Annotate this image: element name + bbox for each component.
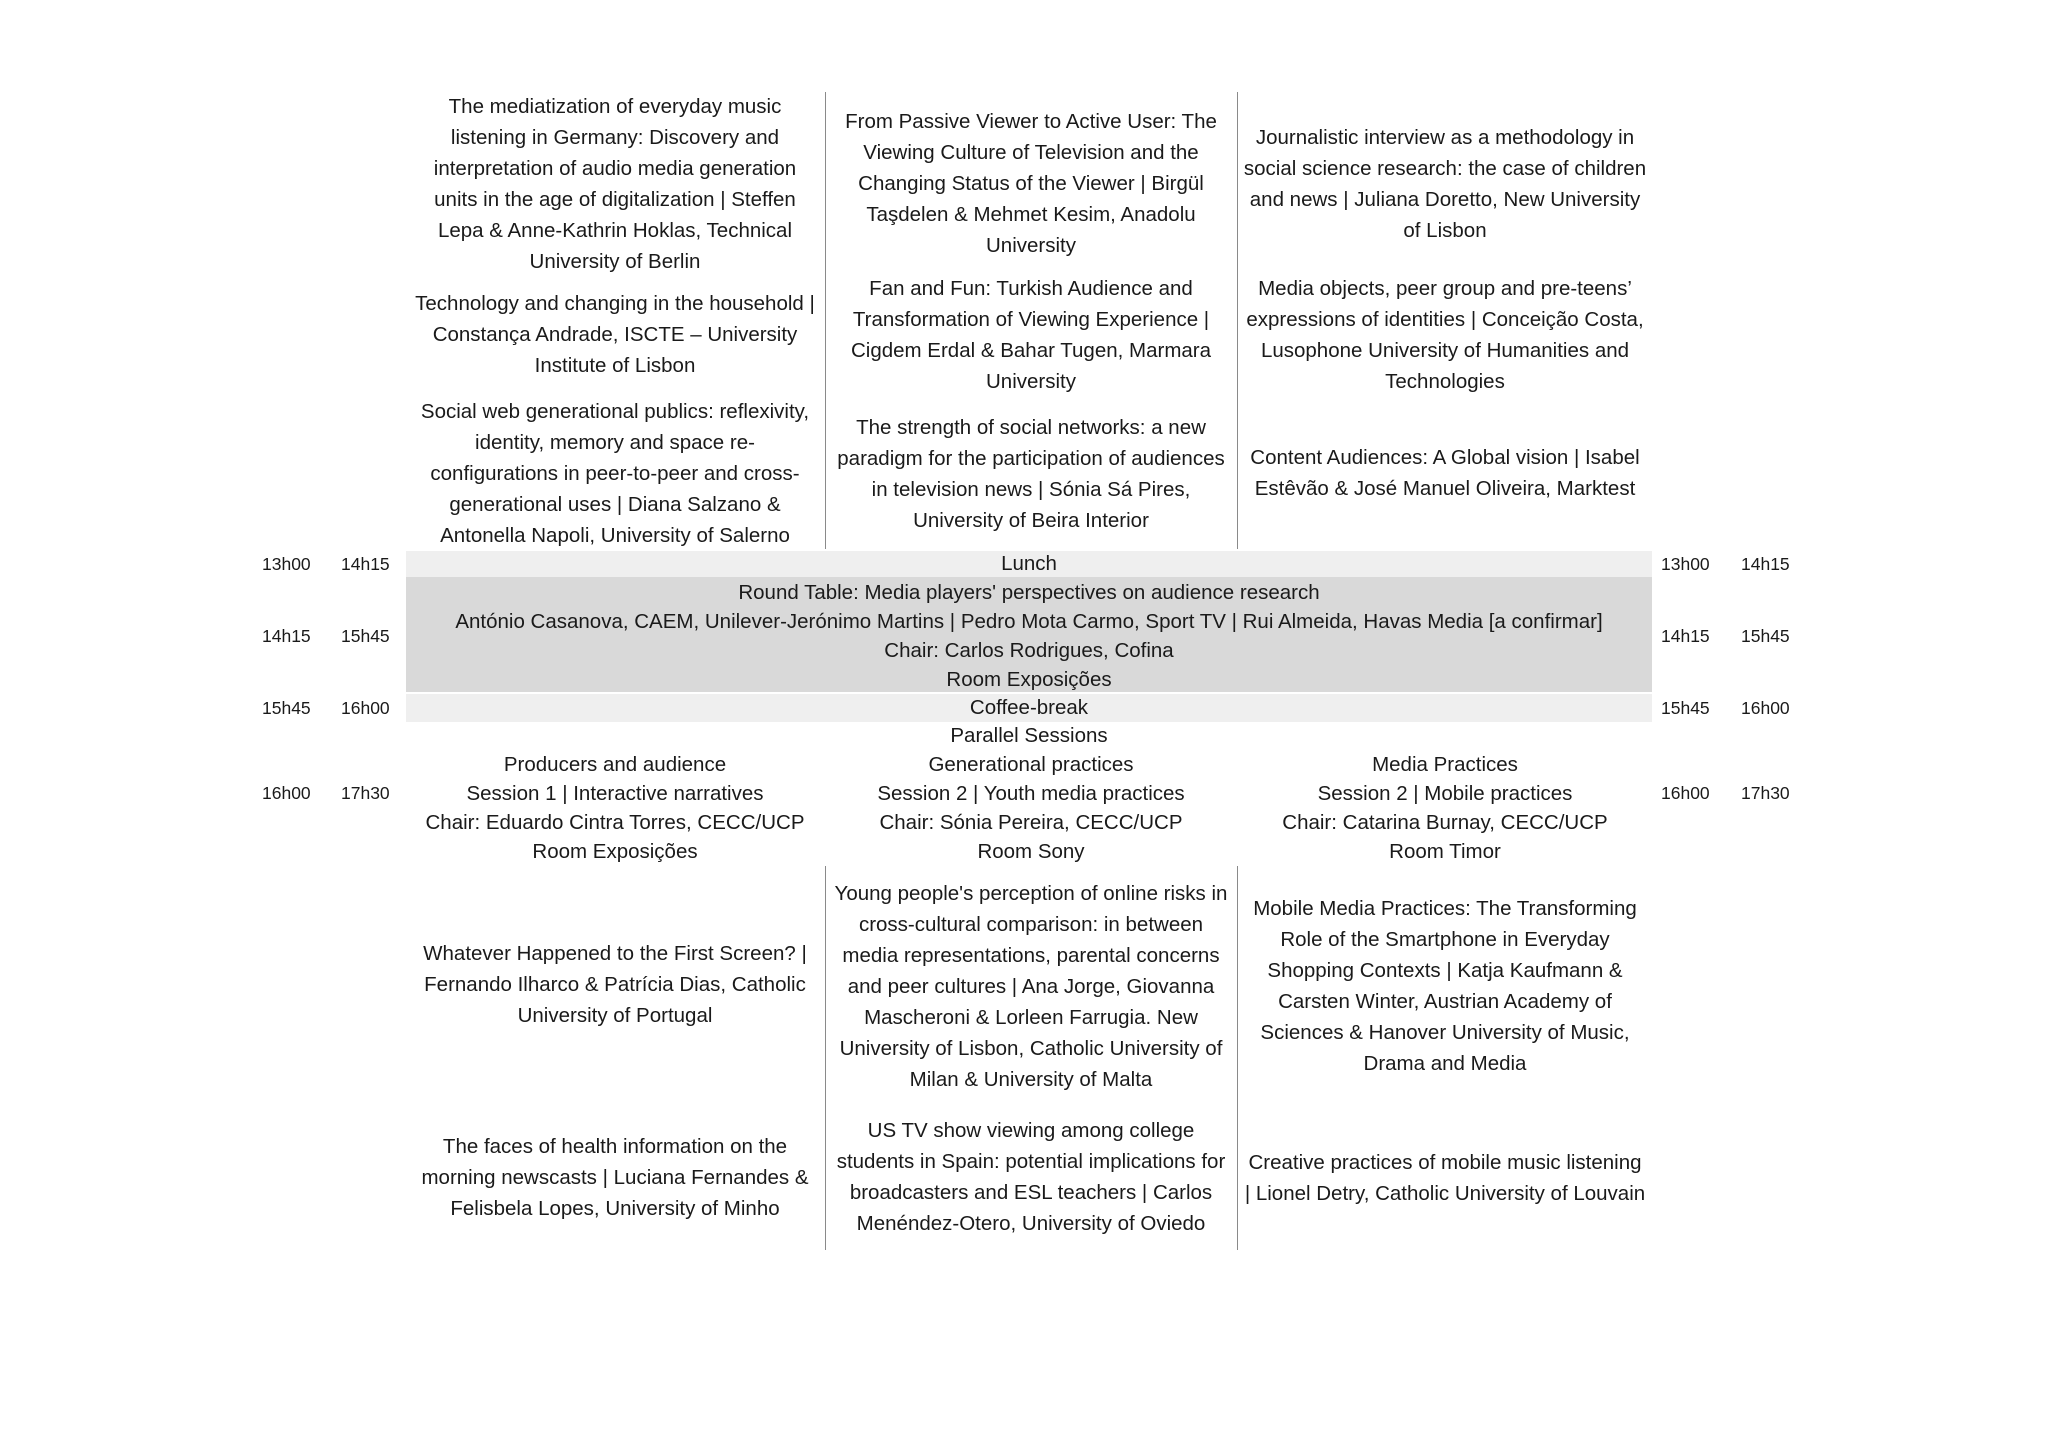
session-room: Room Exposições (532, 840, 698, 863)
session-room: Room Sony (977, 840, 1085, 863)
column-divider-lower-2 (1237, 866, 1238, 1250)
coffee-start-right: 15h45 (1661, 698, 1710, 718)
session-chair: Chair: Eduardo Cintra Torres, CECC/UCP (425, 811, 805, 834)
lunch-end-left: 14h15 (341, 554, 390, 574)
paper-upper-col1-1: The mediatization of everyday music listening in Germany: Discovery and interpretation of audio media generation units in the age of digitalization | Steffen Lepa & Anne-Kathrin Hoklas, Technical University of Berlin (433, 95, 797, 273)
parallel-sessions-label: Parallel Sessions (950, 724, 1108, 747)
round-table-title: Round Table: Media players' perspectives on audience research (738, 581, 1320, 604)
paper-lower-col1-1: Whatever Happened to the First Screen? | Fernando Ilharco & Patrícia Dias, Catholic University of Portugal (423, 942, 807, 1027)
session-title: Session 2 | Mobile practices (1317, 782, 1573, 805)
paper-upper-col2-3: The strength of social networks: a new paradigm for the participation of audiences in television news | Sónia Sá Pires, University of Beira Interior (837, 416, 1225, 532)
column-divider-lower-1 (825, 866, 826, 1250)
round-table-start-right: 14h15 (1661, 626, 1710, 646)
parallel-end-right: 17h30 (1741, 783, 1790, 803)
parallel-end-left: 17h30 (341, 783, 390, 803)
column-divider-upper-1 (825, 92, 826, 549)
session-track: Generational practices (928, 753, 1134, 776)
session-chair: Chair: Catarina Burnay, CECC/UCP (1282, 811, 1608, 834)
session-header-2 (829, 750, 1233, 866)
column-divider-upper-2 (1237, 92, 1238, 549)
round-table-room: Room Exposições (946, 668, 1112, 691)
coffee-end-right: 16h00 (1741, 698, 1790, 718)
paper-lower-col3-1: Mobile Media Practices: The Transforming Role of the Smartphone in Everyday Shopping Contexts | Katja Kaufmann & Carsten Winter, Austrian Academy of Sciences & Hanover University of Music, Drama and Media (1253, 897, 1637, 1075)
coffee-label: Coffee-break (969, 696, 1089, 719)
session-header-1 (410, 750, 820, 866)
paper-upper-col3-3: Content Audiences: A Global vision | Isabel Estêvão & José Manuel Oliveira, Marktest (1250, 446, 1640, 500)
paper-upper-col2-1: From Passive Viewer to Active User: The Viewing Culture of Television and the Changing Status of the Viewer | Birgül Taşdelen & Mehmet Kesim, Anadolu University (845, 110, 1217, 257)
paper-upper-col1-3: Social web generational publics: reflexivity, identity, memory and space re-configurations in peer-to-peer and cross-generational uses | Diana Salzano & Antonella Napoli, University of Salerno (420, 400, 810, 547)
parallel-start-right: 16h00 (1661, 783, 1710, 803)
parallel-start-left: 16h00 (262, 783, 311, 803)
round-table-chair: Chair: Carlos Rodrigues, Cofina (884, 639, 1174, 662)
lunch-label: Lunch (1001, 552, 1057, 575)
round-table-end-right: 15h45 (1741, 626, 1790, 646)
session-room: Room Timor (1389, 840, 1501, 863)
paper-upper-col1-2: Technology and changing in the household | Constança Andrade, ISCTE – University Institute of Lisbon (415, 292, 815, 377)
lunch-start-left: 13h00 (262, 554, 311, 574)
session-title: Session 2 | Youth media practices (877, 782, 1185, 805)
paper-upper-col3-2: Media objects, peer group and pre-teens’ expressions of identities | Conceição Costa, Lusophone University of Humanities and Technologies (1246, 277, 1644, 393)
lunch-start-right: 13h00 (1661, 554, 1710, 574)
session-track: Media Practices (1372, 753, 1518, 776)
session-title: Session 1 | Interactive narratives (466, 782, 764, 805)
paper-upper-col2-2: Fan and Fun: Turkish Audience and Transformation of Viewing Experience | Cigdem Erdal & Bahar Tugen, Marmara University (850, 277, 1212, 393)
session-header-3 (1241, 750, 1649, 866)
session-chair: Chair: Sónia Pereira, CECC/UCP (879, 811, 1183, 834)
session-track: Producers and audience (503, 753, 727, 776)
coffee-start-left: 15h45 (262, 698, 311, 718)
paper-lower-col3-2: Creative practices of mobile music listening | Lionel Detry, Catholic University of Louvain (1244, 1150, 1646, 1205)
coffee-end-left: 16h00 (341, 698, 390, 718)
paper-lower-col1-2: The faces of health information on the morning newscasts | Luciana Fernandes & Felisbela Lopes, University of Minho (421, 1135, 809, 1220)
lunch-end-right: 14h15 (1741, 554, 1790, 574)
round-table-speakers: António Casanova, CAEM, Unilever-Jerónimo Martins | Pedro Mota Carmo, Sport TV | Rui Almeida, Havas Media [a confirmar] (455, 610, 1603, 633)
paper-lower-col2-2: US TV show viewing among college students in Spain: potential implications for broadcasters and ESL teachers | Carlos Menéndez-Otero, University of Oviedo (836, 1119, 1226, 1235)
round-table-end-left: 15h45 (341, 626, 390, 646)
paper-lower-col2-1: Young people's perception of online risks in cross-cultural comparison: in between media representations, parental concerns and peer cultures | Ana Jorge, Giovanna Mascheroni & Lorleen Farrugia. New University of Lisbon, Catholic University of Milan & University of Malta (834, 882, 1228, 1091)
round-table-start-left: 14h15 (262, 626, 311, 646)
paper-upper-col3-1: Journalistic interview as a methodology in social science research: the case of children and news | Juliana Doretto, New University of Lisbon (1243, 126, 1647, 242)
